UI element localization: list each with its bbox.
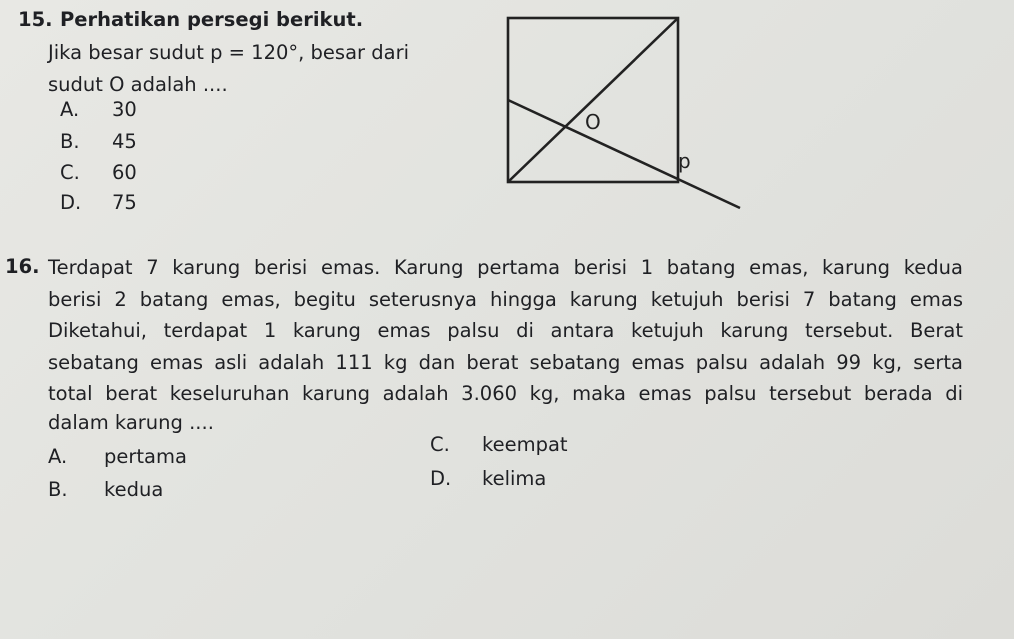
- q15-option-b-text: 45: [112, 130, 137, 153]
- q15-option-a-text: 30: [112, 98, 137, 121]
- q16-line-1: Terdapat 7 karung berisi emas. Karung pertama berisi 1 batang emas, karung kedua: [48, 256, 963, 279]
- q16-paragraph: [48, 252, 963, 410]
- q16-option-a-text: pertama: [104, 445, 187, 468]
- q15-option-c-text: 60: [112, 161, 137, 184]
- q16-option-b-text: kedua: [104, 478, 164, 501]
- q16-line-3: Diketahui, terdapat 1 karung emas palsu di antara ketujuh karung tersebut. Berat: [48, 319, 963, 343]
- q16-option-d-text: kelima: [482, 467, 547, 490]
- q15-option-d-text: 75: [112, 191, 137, 214]
- q15-option-c-letter: C.: [60, 161, 80, 184]
- q16-option-c-letter: C.: [430, 433, 450, 456]
- q15-option-d-letter: D.: [60, 191, 82, 214]
- angle-o-label: O: [585, 110, 601, 134]
- q16-line-5: total berat keseluruhan karung adalah 3.060 kg, maka emas palsu tersebut berada di: [48, 382, 963, 406]
- diagonal-line: [508, 18, 678, 182]
- q16-line-4: sebatang emas asli adalah 111 kg dan berat sebatang emas palsu adalah 99 kg, serta: [48, 350, 963, 374]
- q16-option-a-letter: A.: [48, 445, 68, 468]
- q16-line-6: dalam karung ....: [48, 411, 214, 434]
- q15-number: 15.: [18, 8, 53, 31]
- slant-line: [508, 100, 740, 208]
- q16-option-d-letter: D.: [430, 467, 452, 490]
- square-figure: [500, 10, 760, 220]
- q16-option-b-letter: B.: [48, 478, 68, 501]
- q15-option-b-letter: B.: [60, 130, 80, 153]
- q16-line-2: berisi 2 batang emas, begitu seterusnya hingga karung ketujuh berisi 7 batang emas: [48, 287, 963, 311]
- angle-p-label: p: [678, 149, 691, 173]
- q15-option-a-letter: A.: [60, 98, 80, 121]
- q16-number: 16.: [5, 255, 40, 278]
- q16-option-c-text: keempat: [482, 433, 568, 456]
- q15-prompt: Perhatikan persegi berikut.: [60, 8, 364, 31]
- q15-text-line2: Jika besar sudut p = 120°, besar dari: [48, 41, 410, 64]
- q15-text-line3: sudut O adalah ....: [48, 73, 228, 96]
